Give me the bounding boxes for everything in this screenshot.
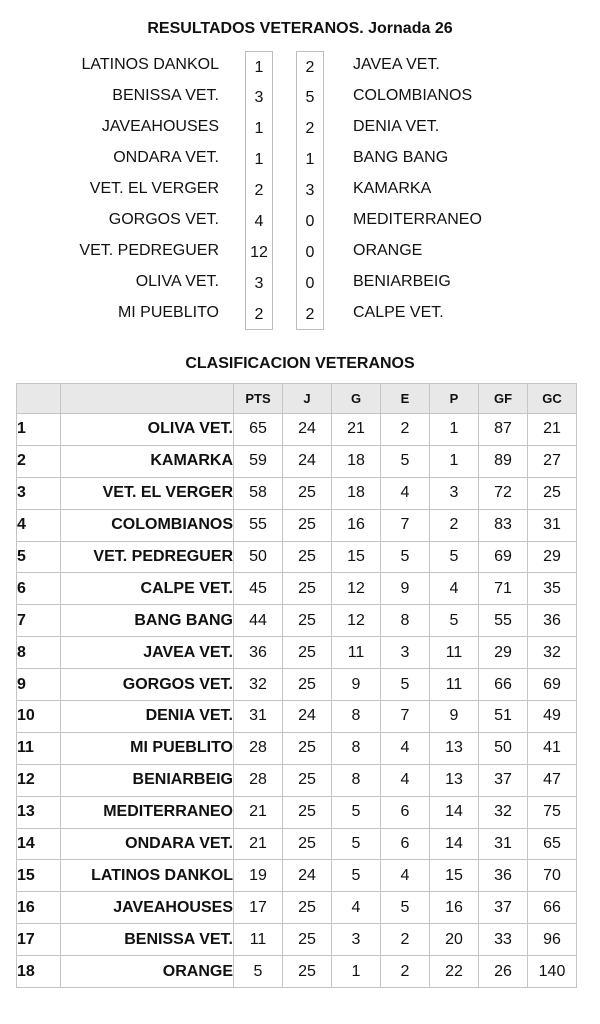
goals-against: 32 [528, 637, 577, 669]
table-row [17, 732, 577, 764]
won: 12 [332, 573, 381, 605]
won: 5 [332, 860, 381, 892]
points: 50 [234, 541, 283, 573]
away-team: BANG BANG [353, 149, 449, 166]
goals-for: 72 [479, 477, 528, 509]
away-score: 2 [296, 299, 324, 330]
home-team: GORGOS VET. [108, 211, 219, 228]
lost: 11 [430, 669, 479, 701]
table-row [17, 509, 577, 541]
goals-against: 35 [528, 573, 577, 605]
played: 25 [283, 764, 332, 796]
played: 24 [283, 445, 332, 477]
drawn: 8 [381, 605, 430, 637]
table-row [17, 669, 577, 701]
home-team: VET. PEDREGUER [79, 242, 219, 259]
away-team: JAVEA VET. [353, 56, 440, 73]
goals-against: 66 [528, 892, 577, 924]
home-team: JAVEAHOUSES [101, 118, 219, 135]
goals-for: 87 [479, 414, 528, 446]
away-score: 0 [296, 268, 324, 299]
lost: 14 [430, 796, 479, 828]
position: 1 [17, 414, 61, 446]
team-name: MI PUEBLITO [61, 732, 234, 764]
match-row [0, 144, 600, 175]
position: 9 [17, 669, 61, 701]
position: 18 [17, 956, 61, 988]
header-pts: PTS [234, 384, 283, 414]
goals-against: 96 [528, 924, 577, 956]
won: 12 [332, 605, 381, 637]
away-team: DENIA VET. [353, 118, 440, 135]
won: 5 [332, 828, 381, 860]
points: 11 [234, 924, 283, 956]
goals-against: 69 [528, 669, 577, 701]
match-row [0, 268, 600, 299]
standings-table [16, 383, 577, 988]
position: 12 [17, 764, 61, 796]
goals-against: 36 [528, 605, 577, 637]
home-score: 2 [245, 175, 273, 206]
table-row [17, 637, 577, 669]
table-row [17, 956, 577, 988]
played: 24 [283, 701, 332, 733]
drawn: 2 [381, 414, 430, 446]
position: 16 [17, 892, 61, 924]
table-row [17, 701, 577, 733]
home-team: LATINOS DANKOL [81, 56, 219, 73]
points: 59 [234, 445, 283, 477]
drawn: 2 [381, 956, 430, 988]
goals-against: 21 [528, 414, 577, 446]
played: 25 [283, 605, 332, 637]
played: 25 [283, 509, 332, 541]
away-team: ORANGE [353, 242, 423, 259]
drawn: 5 [381, 541, 430, 573]
header-gf: GF [479, 384, 528, 414]
results-title: RESULTADOS VETERANOS. Jornada 26 [147, 20, 453, 37]
won: 21 [332, 414, 381, 446]
home-team: ONDARA VET. [113, 149, 219, 166]
drawn: 5 [381, 892, 430, 924]
header-g: G [332, 384, 381, 414]
position: 6 [17, 573, 61, 605]
drawn: 6 [381, 828, 430, 860]
position: 17 [17, 924, 61, 956]
team-name: MEDITERRANEO [61, 796, 234, 828]
played: 24 [283, 414, 332, 446]
position: 4 [17, 509, 61, 541]
position: 8 [17, 637, 61, 669]
goals-for: 37 [479, 892, 528, 924]
goals-against: 41 [528, 732, 577, 764]
points: 32 [234, 669, 283, 701]
position: 2 [17, 445, 61, 477]
team-name: BENIARBEIG [61, 764, 234, 796]
away-score: 0 [296, 237, 324, 268]
played: 25 [283, 477, 332, 509]
lost: 16 [430, 892, 479, 924]
home-score: 3 [245, 268, 273, 299]
home-team: OLIVA VET. [135, 273, 219, 290]
home-score: 2 [245, 299, 273, 330]
won: 15 [332, 541, 381, 573]
drawn: 4 [381, 477, 430, 509]
away-team: MEDITERRANEO [353, 211, 482, 228]
position: 13 [17, 796, 61, 828]
team-name: JAVEAHOUSES [61, 892, 234, 924]
points: 21 [234, 796, 283, 828]
table-row [17, 764, 577, 796]
won: 9 [332, 669, 381, 701]
goals-against: 25 [528, 477, 577, 509]
team-name: GORGOS VET. [61, 669, 234, 701]
team-name: VET. PEDREGUER [61, 541, 234, 573]
goals-against: 75 [528, 796, 577, 828]
points: 17 [234, 892, 283, 924]
played: 25 [283, 573, 332, 605]
goals-for: 37 [479, 764, 528, 796]
home-team: VET. EL VERGER [89, 180, 219, 197]
home-score: 4 [245, 206, 273, 237]
match-row [0, 206, 600, 237]
goals-for: 71 [479, 573, 528, 605]
lost: 11 [430, 637, 479, 669]
table-row [17, 860, 577, 892]
table-row [17, 605, 577, 637]
position: 10 [17, 701, 61, 733]
points: 19 [234, 860, 283, 892]
table-row [17, 828, 577, 860]
away-score: 2 [296, 51, 324, 82]
goals-against: 27 [528, 445, 577, 477]
goals-against: 31 [528, 509, 577, 541]
won: 18 [332, 445, 381, 477]
lost: 3 [430, 477, 479, 509]
lost: 5 [430, 541, 479, 573]
home-score: 3 [245, 82, 273, 113]
position: 3 [17, 477, 61, 509]
won: 4 [332, 892, 381, 924]
goals-for: 51 [479, 701, 528, 733]
won: 16 [332, 509, 381, 541]
header-j: J [283, 384, 332, 414]
header-blank [61, 384, 234, 414]
played: 25 [283, 892, 332, 924]
played: 24 [283, 860, 332, 892]
home-score: 1 [245, 51, 273, 82]
lost: 22 [430, 956, 479, 988]
drawn: 3 [381, 637, 430, 669]
team-name: ONDARA VET. [61, 828, 234, 860]
played: 25 [283, 924, 332, 956]
points: 65 [234, 414, 283, 446]
points: 31 [234, 701, 283, 733]
table-row [17, 477, 577, 509]
team-name: KAMARKA [61, 445, 234, 477]
goals-for: 31 [479, 828, 528, 860]
match-row [0, 113, 600, 144]
away-score: 0 [296, 206, 324, 237]
position: 7 [17, 605, 61, 637]
points: 21 [234, 828, 283, 860]
standings-title: CLASIFICACION VETERANOS [185, 355, 415, 372]
position: 5 [17, 541, 61, 573]
won: 5 [332, 796, 381, 828]
points: 45 [234, 573, 283, 605]
goals-against: 49 [528, 701, 577, 733]
table-row [17, 414, 577, 446]
lost: 15 [430, 860, 479, 892]
points: 58 [234, 477, 283, 509]
lost: 14 [430, 828, 479, 860]
table-row [17, 892, 577, 924]
standings-header-row [17, 384, 577, 414]
played: 25 [283, 541, 332, 573]
goals-for: 36 [479, 860, 528, 892]
won: 8 [332, 732, 381, 764]
goals-against: 70 [528, 860, 577, 892]
points: 5 [234, 956, 283, 988]
away-team: KAMARKA [353, 180, 432, 197]
team-name: COLOMBIANOS [61, 509, 234, 541]
lost: 13 [430, 732, 479, 764]
header-e: E [381, 384, 430, 414]
away-team: CALPE VET. [353, 304, 444, 321]
goals-for: 89 [479, 445, 528, 477]
table-row [17, 541, 577, 573]
won: 3 [332, 924, 381, 956]
lost: 4 [430, 573, 479, 605]
header-blank [17, 384, 61, 414]
played: 25 [283, 956, 332, 988]
drawn: 5 [381, 445, 430, 477]
away-score: 1 [296, 144, 324, 175]
position: 14 [17, 828, 61, 860]
goals-against: 29 [528, 541, 577, 573]
drawn: 4 [381, 860, 430, 892]
table-row [17, 796, 577, 828]
home-score: 1 [245, 144, 273, 175]
team-name: DENIA VET. [61, 701, 234, 733]
home-team: MI PUEBLITO [117, 304, 219, 321]
points: 28 [234, 764, 283, 796]
team-name: BENISSA VET. [61, 924, 234, 956]
drawn: 9 [381, 573, 430, 605]
played: 25 [283, 637, 332, 669]
home-score: 1 [245, 113, 273, 144]
lost: 1 [430, 445, 479, 477]
match-row [0, 51, 600, 82]
goals-against: 140 [528, 956, 577, 988]
lost: 1 [430, 414, 479, 446]
goals-for: 33 [479, 924, 528, 956]
team-name: OLIVA VET. [61, 414, 234, 446]
played: 25 [283, 796, 332, 828]
goals-for: 26 [479, 956, 528, 988]
table-row [17, 445, 577, 477]
team-name: VET. EL VERGER [61, 477, 234, 509]
lost: 20 [430, 924, 479, 956]
goals-for: 55 [479, 605, 528, 637]
header-gc: GC [528, 384, 577, 414]
goals-against: 65 [528, 828, 577, 860]
position: 15 [17, 860, 61, 892]
team-name: BANG BANG [61, 605, 234, 637]
points: 36 [234, 637, 283, 669]
goals-against: 47 [528, 764, 577, 796]
drawn: 7 [381, 701, 430, 733]
goals-for: 32 [479, 796, 528, 828]
team-name: LATINOS DANKOL [61, 860, 234, 892]
goals-for: 69 [479, 541, 528, 573]
goals-for: 83 [479, 509, 528, 541]
lost: 13 [430, 764, 479, 796]
drawn: 6 [381, 796, 430, 828]
drawn: 2 [381, 924, 430, 956]
away-score: 5 [296, 82, 324, 113]
goals-for: 29 [479, 637, 528, 669]
team-name: ORANGE [61, 956, 234, 988]
played: 25 [283, 828, 332, 860]
drawn: 5 [381, 669, 430, 701]
won: 8 [332, 701, 381, 733]
table-row [17, 924, 577, 956]
goals-for: 50 [479, 732, 528, 764]
position: 11 [17, 732, 61, 764]
won: 18 [332, 477, 381, 509]
goals-for: 66 [479, 669, 528, 701]
lost: 2 [430, 509, 479, 541]
won: 1 [332, 956, 381, 988]
drawn: 4 [381, 732, 430, 764]
won: 8 [332, 764, 381, 796]
match-row [0, 82, 600, 113]
lost: 9 [430, 701, 479, 733]
match-row [0, 299, 600, 330]
match-row [0, 175, 600, 206]
won: 11 [332, 637, 381, 669]
played: 25 [283, 732, 332, 764]
header-p: P [430, 384, 479, 414]
drawn: 4 [381, 764, 430, 796]
home-score: 12 [245, 237, 273, 268]
table-row [17, 573, 577, 605]
team-name: CALPE VET. [61, 573, 234, 605]
drawn: 7 [381, 509, 430, 541]
team-name: JAVEA VET. [61, 637, 234, 669]
away-team: COLOMBIANOS [353, 87, 473, 104]
away-score: 2 [296, 113, 324, 144]
away-score: 3 [296, 175, 324, 206]
lost: 5 [430, 605, 479, 637]
points: 55 [234, 509, 283, 541]
match-row [0, 237, 600, 268]
played: 25 [283, 669, 332, 701]
points: 44 [234, 605, 283, 637]
points: 28 [234, 732, 283, 764]
home-team: BENISSA VET. [112, 87, 219, 104]
away-team: BENIARBEIG [353, 273, 451, 290]
